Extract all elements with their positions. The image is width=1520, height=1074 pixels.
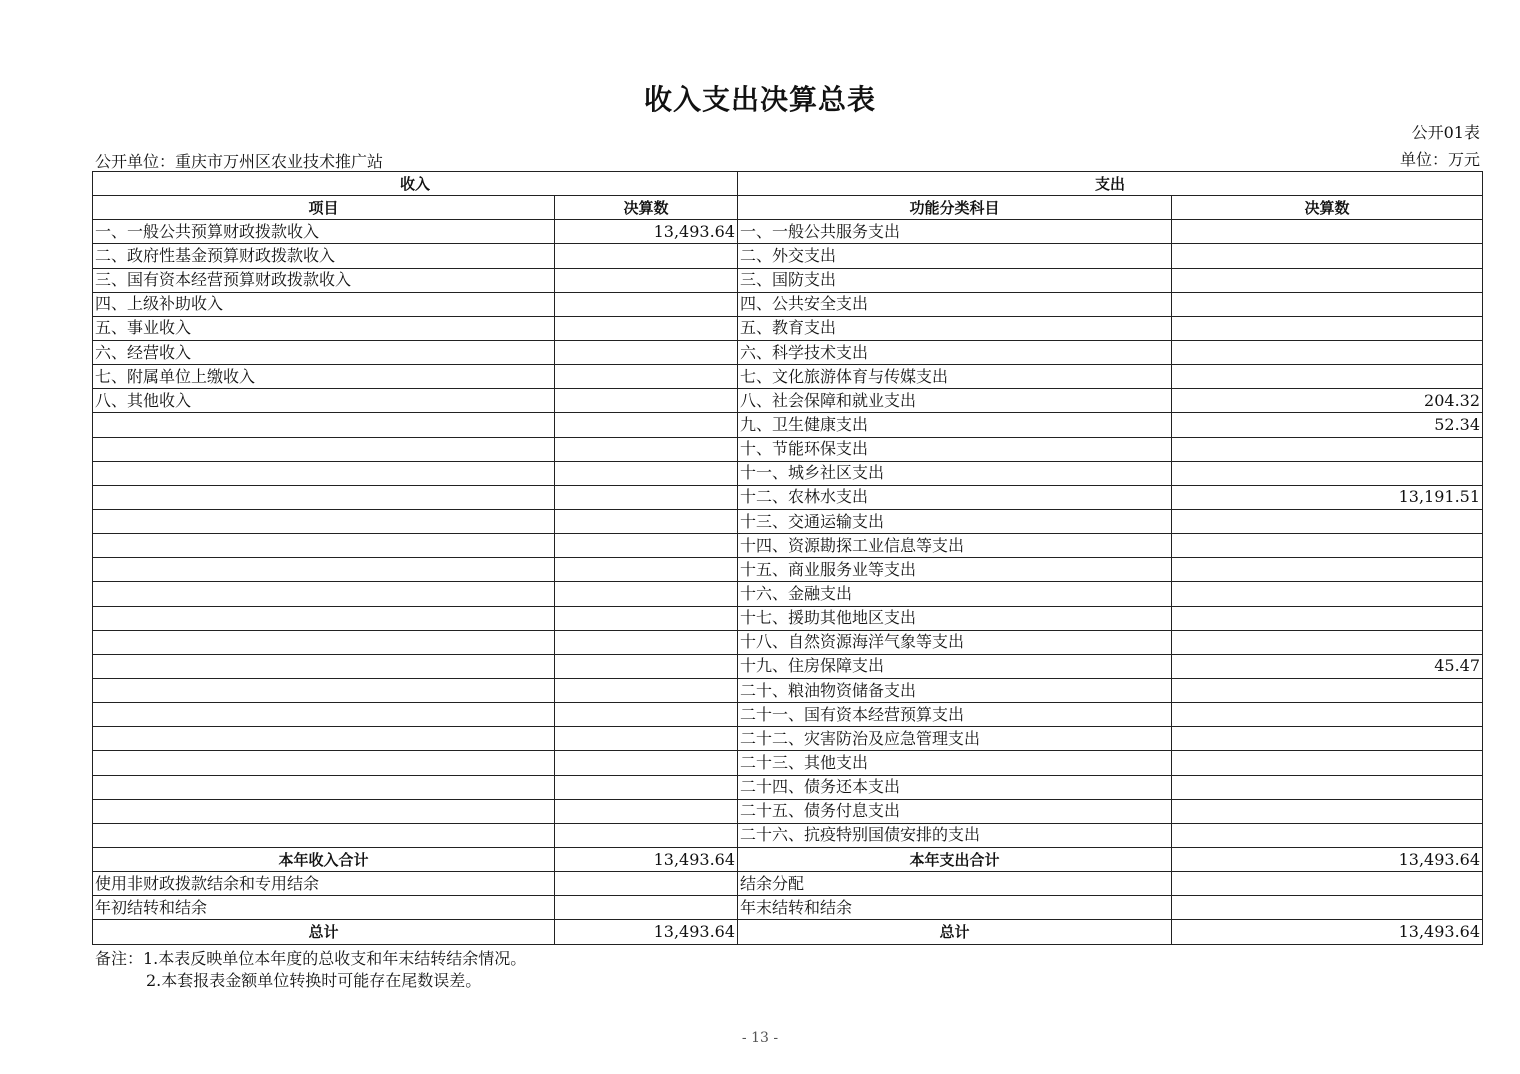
item-column-header: 项目 — [93, 196, 555, 220]
income-amount-cell — [555, 485, 738, 509]
income-item-cell: 总计 — [93, 920, 555, 944]
income-amount-cell — [555, 365, 738, 389]
income-item-cell — [93, 775, 555, 799]
expense-item-cell: 本年支出合计 — [738, 847, 1172, 871]
income-amount-cell — [555, 292, 738, 316]
expense-amount-cell: 13,493.64 — [1172, 920, 1483, 944]
expense-item-cell: 五、教育支出 — [738, 316, 1172, 340]
expense-item-cell: 二、外交支出 — [738, 244, 1172, 268]
expense-item-cell: 二十、粮油物资储备支出 — [738, 678, 1172, 702]
expense-amount-cell — [1172, 872, 1483, 896]
income-amount-cell — [555, 896, 738, 920]
table-row — [93, 558, 1483, 582]
table-row — [93, 630, 1483, 654]
expense-amount-cell: 13,191.51 — [1172, 485, 1483, 509]
expense-item-cell: 二十一、国有资本经营预算支出 — [738, 703, 1172, 727]
income-amount-cell: 13,493.64 — [555, 920, 738, 944]
income-amount-cell — [555, 509, 738, 533]
table-row — [93, 751, 1483, 775]
income-item-cell: 本年收入合计 — [93, 847, 555, 871]
expense-amount-cell — [1172, 678, 1483, 702]
income-amount-cell — [555, 389, 738, 413]
table-row — [93, 872, 1483, 896]
expense-item-cell: 二十五、债务付息支出 — [738, 799, 1172, 823]
income-item-cell — [93, 751, 555, 775]
expense-amount-cell — [1172, 461, 1483, 485]
expense-amount-cell — [1172, 437, 1483, 461]
expense-item-cell: 二十六、抗疫特别国债安排的支出 — [738, 823, 1172, 847]
expense-item-cell: 十五、商业服务业等支出 — [738, 558, 1172, 582]
income-amount-cell — [555, 727, 738, 751]
income-amount-cell — [555, 823, 738, 847]
expense-item-cell: 十四、资源勘探工业信息等支出 — [738, 534, 1172, 558]
expense-amount-cell — [1172, 220, 1483, 244]
income-amount-cell — [555, 413, 738, 437]
income-item-cell: 一、一般公共预算财政拨款收入 — [93, 220, 555, 244]
expense-item-cell: 十三、交通运输支出 — [738, 509, 1172, 533]
table-row — [93, 678, 1483, 702]
table-row — [93, 509, 1483, 533]
income-amount-column-header: 决算数 — [555, 196, 738, 220]
table-row — [93, 654, 1483, 678]
income-item-cell — [93, 606, 555, 630]
income-item-cell: 八、其他收入 — [93, 389, 555, 413]
expense-item-cell: 十一、城乡社区支出 — [738, 461, 1172, 485]
table-row — [93, 582, 1483, 606]
table-row — [93, 799, 1483, 823]
table-row — [93, 316, 1483, 340]
expense-amount-cell — [1172, 703, 1483, 727]
table-row — [93, 534, 1483, 558]
income-item-cell: 七、附属单位上缴收入 — [93, 365, 555, 389]
expense-amount-cell — [1172, 896, 1483, 920]
expense-amount-cell: 45.47 — [1172, 654, 1483, 678]
expense-amount-cell — [1172, 340, 1483, 364]
table-row — [93, 823, 1483, 847]
income-amount-cell — [555, 799, 738, 823]
expense-item-cell: 十七、援助其他地区支出 — [738, 606, 1172, 630]
table-row — [93, 775, 1483, 799]
expense-item-cell: 二十三、其他支出 — [738, 751, 1172, 775]
income-item-cell: 五、事业收入 — [93, 316, 555, 340]
expense-amount-cell — [1172, 316, 1483, 340]
income-amount-cell — [555, 751, 738, 775]
income-amount-cell — [555, 340, 738, 364]
expense-amount-cell: 204.32 — [1172, 389, 1483, 413]
table-row — [93, 268, 1483, 292]
income-item-cell — [93, 437, 555, 461]
income-amount-cell — [555, 437, 738, 461]
reporting-unit: 公开单位：重庆市万州区农业技术推广站 — [95, 152, 384, 171]
expense-item-cell: 九、卫生健康支出 — [738, 413, 1172, 437]
income-amount-cell — [555, 244, 738, 268]
income-amount-cell — [555, 872, 738, 896]
table-row — [93, 413, 1483, 437]
table-row — [93, 727, 1483, 751]
expense-amount-cell — [1172, 775, 1483, 799]
expense-amount-column-header: 决算数 — [1172, 196, 1483, 220]
table-row — [93, 896, 1483, 920]
income-amount-cell: 13,493.64 — [555, 847, 738, 871]
function-category-column-header: 功能分类科目 — [738, 196, 1172, 220]
income-amount-cell — [555, 534, 738, 558]
income-amount-cell — [555, 630, 738, 654]
expense-amount-cell: 52.34 — [1172, 413, 1483, 437]
income-amount-cell: 13,493.64 — [555, 220, 738, 244]
income-item-cell — [93, 727, 555, 751]
income-amount-cell — [555, 316, 738, 340]
expense-amount-cell: 13,493.64 — [1172, 847, 1483, 871]
income-item-cell — [93, 703, 555, 727]
income-item-cell: 六、经营收入 — [93, 340, 555, 364]
expense-amount-cell — [1172, 268, 1483, 292]
expense-item-cell: 十六、金融支出 — [738, 582, 1172, 606]
income-item-cell — [93, 799, 555, 823]
expense-amount-cell — [1172, 534, 1483, 558]
form-number: 公开01表 — [1411, 123, 1480, 142]
expense-item-cell: 二十四、债务还本支出 — [738, 775, 1172, 799]
table-row — [93, 389, 1483, 413]
section-header-row — [93, 172, 1483, 196]
expense-item-cell: 六、科学技术支出 — [738, 340, 1172, 364]
income-item-cell: 三、国有资本经营预算财政拨款收入 — [93, 268, 555, 292]
expense-amount-cell — [1172, 558, 1483, 582]
table-row — [93, 485, 1483, 509]
income-item-cell — [93, 558, 555, 582]
expense-item-cell: 十二、农林水支出 — [738, 485, 1172, 509]
income-item-cell: 四、上级补助收入 — [93, 292, 555, 316]
table-row — [93, 340, 1483, 364]
note-line-1: 备注：1.本表反映单位本年度的总收支和年末结转结余情况。 — [95, 949, 527, 968]
income-item-cell — [93, 582, 555, 606]
expense-amount-cell — [1172, 365, 1483, 389]
expense-item-cell: 七、文化旅游体育与传媒支出 — [738, 365, 1172, 389]
expense-amount-cell — [1172, 244, 1483, 268]
expense-item-cell: 总计 — [738, 920, 1172, 944]
expense-item-cell: 十九、住房保障支出 — [738, 654, 1172, 678]
expense-item-cell: 十、节能环保支出 — [738, 437, 1172, 461]
income-item-cell — [93, 678, 555, 702]
table-row — [93, 292, 1483, 316]
income-item-cell — [93, 509, 555, 533]
income-amount-cell — [555, 606, 738, 630]
expense-amount-cell — [1172, 509, 1483, 533]
expense-section-header: 支出 — [738, 172, 1483, 196]
expense-amount-cell — [1172, 751, 1483, 775]
expense-amount-cell — [1172, 292, 1483, 316]
expense-item-cell: 年末结转和结余 — [738, 896, 1172, 920]
income-item-cell — [93, 823, 555, 847]
expense-amount-cell — [1172, 582, 1483, 606]
expense-amount-cell — [1172, 606, 1483, 630]
income-item-cell: 年初结转和结余 — [93, 896, 555, 920]
income-section-header: 收入 — [93, 172, 738, 196]
income-item-cell: 二、政府性基金预算财政拨款收入 — [93, 244, 555, 268]
income-amount-cell — [555, 703, 738, 727]
total-row — [93, 920, 1483, 944]
expense-amount-cell — [1172, 727, 1483, 751]
budget-table — [92, 171, 1483, 945]
table-row — [93, 437, 1483, 461]
income-item-cell — [93, 654, 555, 678]
expense-item-cell: 一、一般公共服务支出 — [738, 220, 1172, 244]
table-row — [93, 220, 1483, 244]
income-amount-cell — [555, 558, 738, 582]
page-title: 收入支出决算总表 — [643, 83, 876, 116]
page-number: - 13 - — [741, 1030, 779, 1046]
income-item-cell — [93, 413, 555, 437]
expense-item-cell: 结余分配 — [738, 872, 1172, 896]
expense-item-cell: 二十二、灾害防治及应急管理支出 — [738, 727, 1172, 751]
income-item-cell — [93, 461, 555, 485]
income-amount-cell — [555, 268, 738, 292]
expense-amount-cell — [1172, 799, 1483, 823]
note-line-2: 2.本套报表金额单位转换时可能存在尾数误差。 — [146, 971, 482, 990]
table-row — [93, 606, 1483, 630]
income-item-cell: 使用非财政拨款结余和专用结余 — [93, 872, 555, 896]
table-row — [93, 461, 1483, 485]
expense-item-cell: 三、国防支出 — [738, 268, 1172, 292]
expense-amount-cell — [1172, 630, 1483, 654]
income-item-cell — [93, 630, 555, 654]
expense-item-cell: 十八、自然资源海洋气象等支出 — [738, 630, 1172, 654]
table-row — [93, 365, 1483, 389]
table-row — [93, 703, 1483, 727]
income-amount-cell — [555, 582, 738, 606]
income-amount-cell — [555, 678, 738, 702]
income-item-cell — [93, 485, 555, 509]
currency-unit: 单位：万元 — [1399, 150, 1480, 169]
income-amount-cell — [555, 775, 738, 799]
subtotal-row — [93, 847, 1483, 871]
notes — [95, 948, 526, 992]
income-amount-cell — [555, 654, 738, 678]
table-row — [93, 244, 1483, 268]
expense-item-cell: 八、社会保障和就业支出 — [738, 389, 1172, 413]
expense-amount-cell — [1172, 823, 1483, 847]
income-item-cell — [93, 534, 555, 558]
expense-item-cell: 四、公共安全支出 — [738, 292, 1172, 316]
income-amount-cell — [555, 461, 738, 485]
column-header-row — [93, 196, 1483, 220]
